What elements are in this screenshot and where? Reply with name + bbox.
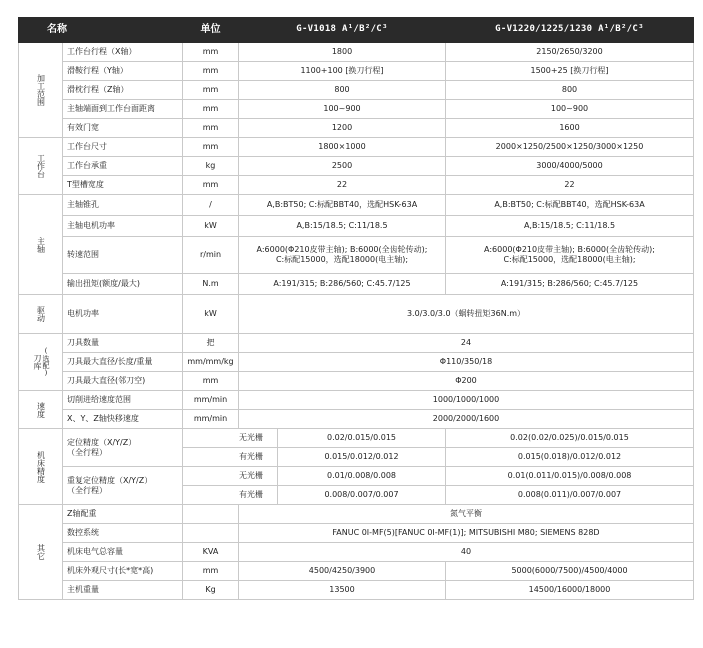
table-row bbox=[19, 353, 694, 372]
sub-label: 无光栅 bbox=[183, 429, 278, 448]
sub-label: 有光栅 bbox=[183, 448, 278, 467]
table-row bbox=[19, 581, 694, 600]
category-magazine-note: (选配) bbox=[42, 347, 50, 377]
row-name-line2: （全行程） bbox=[67, 485, 107, 495]
row-name-line1: 重复定位精度（X/Y/Z） bbox=[67, 475, 153, 485]
value-b: A,B:15/18.5; C:11/18.5 bbox=[446, 216, 694, 237]
value-b: 3000/4000/5000 bbox=[446, 157, 694, 176]
row-name-line2: （全行程） bbox=[67, 447, 107, 457]
value-b: 22 bbox=[446, 176, 694, 195]
value-a-line2: C:标配15000，选配18000(电主轴); bbox=[275, 255, 409, 264]
value-b: 1600 bbox=[446, 119, 694, 138]
value-a: 0.01/0.008/0.008 bbox=[278, 467, 446, 486]
value-a: 1200 bbox=[239, 119, 446, 138]
table-row bbox=[19, 334, 694, 353]
row-unit: N.m bbox=[183, 274, 239, 295]
value-a: 2500 bbox=[239, 157, 446, 176]
table-row bbox=[19, 429, 694, 448]
row-unit: KVA bbox=[183, 543, 239, 562]
value-ab: 24 bbox=[239, 334, 694, 353]
table-row bbox=[19, 505, 694, 524]
value-ab: 40 bbox=[239, 543, 694, 562]
value-b bbox=[446, 237, 694, 274]
row-unit: / bbox=[183, 195, 239, 216]
table-row bbox=[19, 195, 694, 216]
row-unit: mm bbox=[183, 562, 239, 581]
category-table: 工作台 bbox=[19, 138, 63, 195]
value-a: 0.02/0.015/0.015 bbox=[278, 429, 446, 448]
value-a: 1800×1000 bbox=[239, 138, 446, 157]
spec-table bbox=[18, 17, 694, 600]
row-unit: r/min bbox=[183, 237, 239, 274]
row-name: 主轴锥孔 bbox=[63, 195, 183, 216]
header-model-a: G-V1018 A¹/B²/C³ bbox=[239, 18, 446, 43]
value-b: 1500+25 [换刀行程] bbox=[446, 62, 694, 81]
row-unit: kW bbox=[183, 216, 239, 237]
table-row bbox=[19, 524, 694, 543]
table-row bbox=[19, 237, 694, 274]
row-name: 工作台承重 bbox=[63, 157, 183, 176]
row-name: 数控系统 bbox=[63, 524, 183, 543]
value-a: 100~900 bbox=[239, 100, 446, 119]
table-row bbox=[19, 410, 694, 429]
table-row bbox=[19, 216, 694, 237]
header-row bbox=[19, 18, 694, 43]
row-unit: mm bbox=[183, 119, 239, 138]
row-name: 滑枕行程（Z轴） bbox=[63, 81, 183, 100]
table-row bbox=[19, 119, 694, 138]
row-name: 工作台尺寸 bbox=[63, 138, 183, 157]
row-name: T型槽宽度 bbox=[63, 176, 183, 195]
category-range: 加工范围 bbox=[19, 43, 63, 138]
row-unit: kg bbox=[183, 157, 239, 176]
table-row bbox=[19, 467, 694, 486]
sub-label: 有光栅 bbox=[183, 486, 278, 505]
row-name: 主轴电机功率 bbox=[63, 216, 183, 237]
value-ab: 2000/2000/1600 bbox=[239, 410, 694, 429]
value-b-line1: A:6000(Φ210皮带主轴); B:6000(全齿轮传动); bbox=[484, 245, 655, 254]
value-b: 5000(6000/7500)/4500/4000 bbox=[446, 562, 694, 581]
value-b: A:191/315; B:286/560; C:45.7/125 bbox=[446, 274, 694, 295]
value-ab: 3.0/3.0/3.0（蜗转扭矩36N.m） bbox=[239, 295, 694, 334]
row-unit: kW bbox=[183, 295, 239, 334]
row-unit: Kg bbox=[183, 581, 239, 600]
table-row bbox=[19, 372, 694, 391]
row-name: 电机功率 bbox=[63, 295, 183, 334]
value-b: 0.008(0.011)/0.007/0.007 bbox=[446, 486, 694, 505]
row-unit: mm bbox=[183, 176, 239, 195]
value-a: 0.008/0.007/0.007 bbox=[278, 486, 446, 505]
row-name: X、Y、Z轴快移速度 bbox=[63, 410, 183, 429]
value-ab: Φ200 bbox=[239, 372, 694, 391]
row-name: 切削进给速度范围 bbox=[63, 391, 183, 410]
value-a: 4500/4250/3900 bbox=[239, 562, 446, 581]
value-a bbox=[239, 237, 446, 274]
table-row bbox=[19, 391, 694, 410]
value-ab: FANUC 0I-MF(5)[FANUC 0I-MF(1)]; MITSUBISHI M80; SIEMENS 828D bbox=[239, 524, 694, 543]
value-a: 0.015/0.012/0.012 bbox=[278, 448, 446, 467]
value-b: 0.02(0.02/0.025)/0.015/0.015 bbox=[446, 429, 694, 448]
row-unit: mm bbox=[183, 81, 239, 100]
value-a: 1800 bbox=[239, 43, 446, 62]
table-row bbox=[19, 62, 694, 81]
category-drive: 驱动 bbox=[19, 295, 63, 334]
table-row bbox=[19, 100, 694, 119]
value-ab: 氮气平衡 bbox=[239, 505, 694, 524]
table-row bbox=[19, 562, 694, 581]
category-accuracy: 机床精度 bbox=[19, 429, 63, 505]
value-a: 13500 bbox=[239, 581, 446, 600]
table-row bbox=[19, 274, 694, 295]
value-a-line1: A:6000(Φ210皮带主轴); B:6000(全齿轮传动); bbox=[256, 245, 428, 254]
row-unit: 把 bbox=[183, 334, 239, 353]
sub-label: 无光栅 bbox=[183, 467, 278, 486]
row-unit: mm bbox=[183, 43, 239, 62]
value-a: A,B:15/18.5; C:11/18.5 bbox=[239, 216, 446, 237]
row-unit: mm bbox=[183, 372, 239, 391]
row-name: 工作台行程（X轴） bbox=[63, 43, 183, 62]
table-row bbox=[19, 81, 694, 100]
category-spindle: 主轴 bbox=[19, 195, 63, 295]
category-magazine bbox=[19, 334, 63, 391]
row-name: 主轴端面到工作台面距离 bbox=[63, 100, 183, 119]
header-model-b: G-V1220/1225/1230 A¹/B²/C³ bbox=[446, 18, 694, 43]
row-name: 刀具最大直径(邻刀空) bbox=[63, 372, 183, 391]
value-b: 2150/2650/3200 bbox=[446, 43, 694, 62]
row-name: 滑鞍行程（Y轴） bbox=[63, 62, 183, 81]
category-other: 其它 bbox=[19, 505, 63, 600]
row-unit: mm/min bbox=[183, 410, 239, 429]
category-magazine-label: 刀库 bbox=[33, 354, 42, 370]
row-name: 机床外观尺寸(长*宽*高) bbox=[63, 562, 183, 581]
category-speed: 速度 bbox=[19, 391, 63, 429]
header-unit: 单位 bbox=[183, 18, 239, 43]
table-row bbox=[19, 43, 694, 62]
table-row bbox=[19, 176, 694, 195]
value-a: 800 bbox=[239, 81, 446, 100]
row-name: Z轴配重 bbox=[63, 505, 183, 524]
row-name: 输出扭矩(额度/最大) bbox=[63, 274, 183, 295]
row-name: 有效门宽 bbox=[63, 119, 183, 138]
table-row bbox=[19, 295, 694, 334]
row-name: 机床电气总容量 bbox=[63, 543, 183, 562]
value-ab: Φ110/350/18 bbox=[239, 353, 694, 372]
value-b: 2000×1250/2500×1250/3000×1250 bbox=[446, 138, 694, 157]
value-b: 0.01(0.011/0.015)/0.008/0.008 bbox=[446, 467, 694, 486]
row-unit: mm bbox=[183, 100, 239, 119]
header-name: 名称 bbox=[19, 18, 183, 43]
value-b: 0.015(0.018)/0.012/0.012 bbox=[446, 448, 694, 467]
value-b-line2: C:标配15000，选配18000(电主轴); bbox=[503, 255, 636, 264]
row-name bbox=[63, 429, 183, 467]
value-a: 1100+100 [换刀行程] bbox=[239, 62, 446, 81]
value-b: 14500/16000/18000 bbox=[446, 581, 694, 600]
row-unit: mm bbox=[183, 62, 239, 81]
row-unit: mm bbox=[183, 138, 239, 157]
value-ab: 1000/1000/1000 bbox=[239, 391, 694, 410]
row-name: 刀具数量 bbox=[63, 334, 183, 353]
row-name bbox=[63, 467, 183, 505]
table-row bbox=[19, 157, 694, 176]
row-name: 主机重量 bbox=[63, 581, 183, 600]
row-name: 刀具最大直径/长度/重量 bbox=[63, 353, 183, 372]
row-unit: mm/min bbox=[183, 391, 239, 410]
row-name: 转速范围 bbox=[63, 237, 183, 274]
row-unit bbox=[183, 524, 239, 543]
value-b: A,B:BT50; C:标配BBT40，选配HSK-63A bbox=[446, 195, 694, 216]
row-unit: mm/mm/kg bbox=[183, 353, 239, 372]
value-b: 100~900 bbox=[446, 100, 694, 119]
value-a: A:191/315; B:286/560; C:45.7/125 bbox=[239, 274, 446, 295]
value-b: 800 bbox=[446, 81, 694, 100]
table-row bbox=[19, 543, 694, 562]
row-unit bbox=[183, 505, 239, 524]
value-a: 22 bbox=[239, 176, 446, 195]
value-a: A,B:BT50; C:标配BBT40，选配HSK-63A bbox=[239, 195, 446, 216]
row-name-line1: 定位精度（X/Y/Z） bbox=[67, 437, 137, 447]
table-row bbox=[19, 138, 694, 157]
